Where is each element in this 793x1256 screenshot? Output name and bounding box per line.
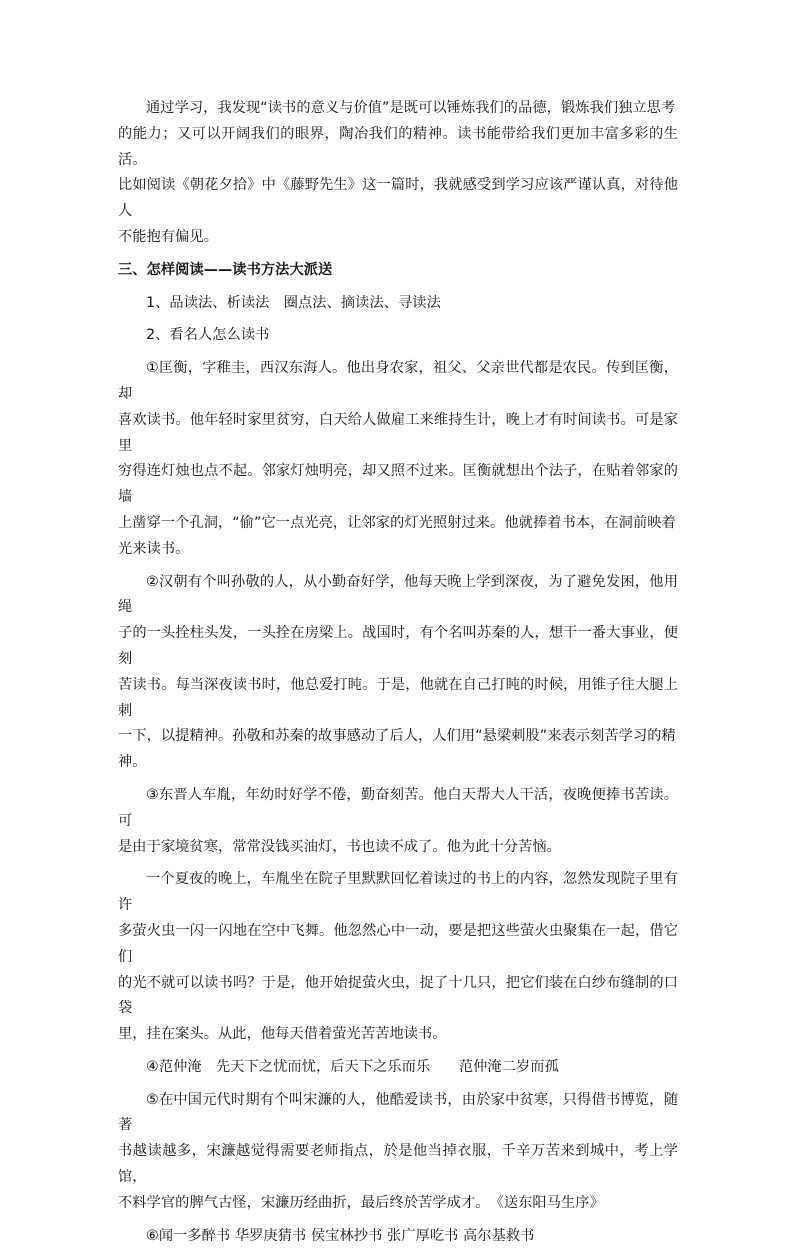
text-line: 喜欢读书。他年轻时家里贫穷，白天给人做雇工来维持生计，晚上才有时间读书。可是家里	[118, 411, 678, 454]
text-line: 一个夏夜的晚上，车胤坐在院子里默默回忆着读过的书上的内容，忽然发现院子里有许	[118, 871, 678, 914]
text-line: 书越读越多，宋濂越觉得需要老师指点，於是他当掉衣服，千辛万苦来到城中，考上学馆，	[118, 1143, 678, 1186]
text-line: 不能抱有偏见。	[118, 228, 219, 245]
text-line: 子的一头拴柱头发，一头拴在房梁上。战国时，有个名叫苏秦的人，想干一番大事业，便刻	[118, 625, 678, 667]
text-line: 多萤火虫一闪一闪地在空中飞舞。他忽然心中一动，要是把这些萤火虫聚集在一起，借它们	[118, 922, 678, 965]
text-line: ⑤在中国元代时期有个叫宋濂的人，他酷爱读书，由於家中贫寒，只得借书博览，随著	[118, 1091, 678, 1134]
text-line: ①匡衡，字稚圭，西汉东海人。他出身农家，祖父、父亲世代都是农民。传到匡衡，却	[118, 360, 678, 402]
famous-people-title	[118, 323, 678, 349]
text-line: 1、品读法、析读法 圈点法、摘读法、寻读法	[146, 294, 441, 311]
story-fan-zhongyan	[118, 1055, 678, 1081]
intro-paragraph	[118, 96, 678, 251]
text-line: 是由于家境贫寒，常常没钱买油灯，书也读不成了。他为此十分苦恼。	[118, 838, 561, 855]
text-line: ⑥闻一多醉书 华罗庚猜书 侯宝林抄书 张广厚吃书 高尔基救书	[146, 1227, 535, 1244]
heading-text: 三、怎样阅读——读书方法大派送	[118, 261, 333, 278]
text-line: 2、看名人怎么读书	[146, 327, 270, 344]
text-line: 的光不就可以读书吗？于是，他开始捉萤火虫，捉了十几只，把它们装在白纱布缝制的口袋	[118, 974, 678, 1017]
text-line: 比如阅读《朝花夕拾》中《藤野先生》这一篇时，我就感受到学习应该严谨认真，对待他人	[118, 177, 678, 220]
text-line: 的能力；又可以开阔我们的眼界，陶冶我们的精神。读书能带给我们更加丰富多彩的生活。	[118, 125, 678, 168]
story-song-lian	[118, 1088, 678, 1217]
text-line: 通过学习，我发现“读书的意义与价值”是既可以锤炼我们的品德，锻炼我们独立思考	[146, 100, 676, 116]
story-reading-anecdotes	[118, 1224, 678, 1250]
text-line: 里，挂在案头。从此，他每天借着萤光苦苦地读书。	[118, 1026, 447, 1043]
text-line: 不料学官的脾气古怪，宋濂历经曲折，最后终於苦学成才。 《送东阳马生序》	[118, 1194, 604, 1211]
story-kuang-heng	[118, 356, 678, 562]
text-line: 上凿穿一个孔洞，“偷”它一点光亮，让邻家的灯光照射过来。他就捧着书本，在洞前映着	[118, 514, 676, 531]
text-line: 一下，以提精神。孙敬和苏秦的故事感动了后人，人们用“悬梁刺股”来表示刻苦学习的精	[118, 728, 676, 745]
text-line: 光来读书。	[118, 540, 190, 557]
section-heading	[118, 258, 678, 284]
text-line: 穷得连灯烛也点不起。邻家灯烛明亮，却又照不过来。匡衡就想出个法子，在贴着邻家的墙	[118, 463, 678, 506]
story-che-yin	[118, 783, 678, 860]
story-sun-jing-su-qin	[118, 570, 678, 776]
method-list	[118, 291, 678, 317]
text-line: ④范仲淹 先天下之忧而忧，后天下之乐而乐 范仲淹二岁而孤	[146, 1058, 559, 1075]
text-line: 苦读书。每当深夜读书时，他总爱打盹。于是，他就在自己打盹的时候，用锥子往大腿上刺	[118, 676, 678, 719]
document-page	[118, 96, 678, 1256]
text-line: ②汉朝有个叫孙敬的人，从小勤奋好学，他每天晚上学到深夜，为了避免发困，他用绳	[118, 573, 678, 616]
story-che-yin-continued	[118, 867, 678, 1048]
text-line: 神。	[118, 754, 147, 771]
text-line: ③东晋人车胤，年幼时好学不倦，勤奋刻苦。他白天帮大人干活，夜晚便捧书苦读。可	[118, 786, 678, 829]
